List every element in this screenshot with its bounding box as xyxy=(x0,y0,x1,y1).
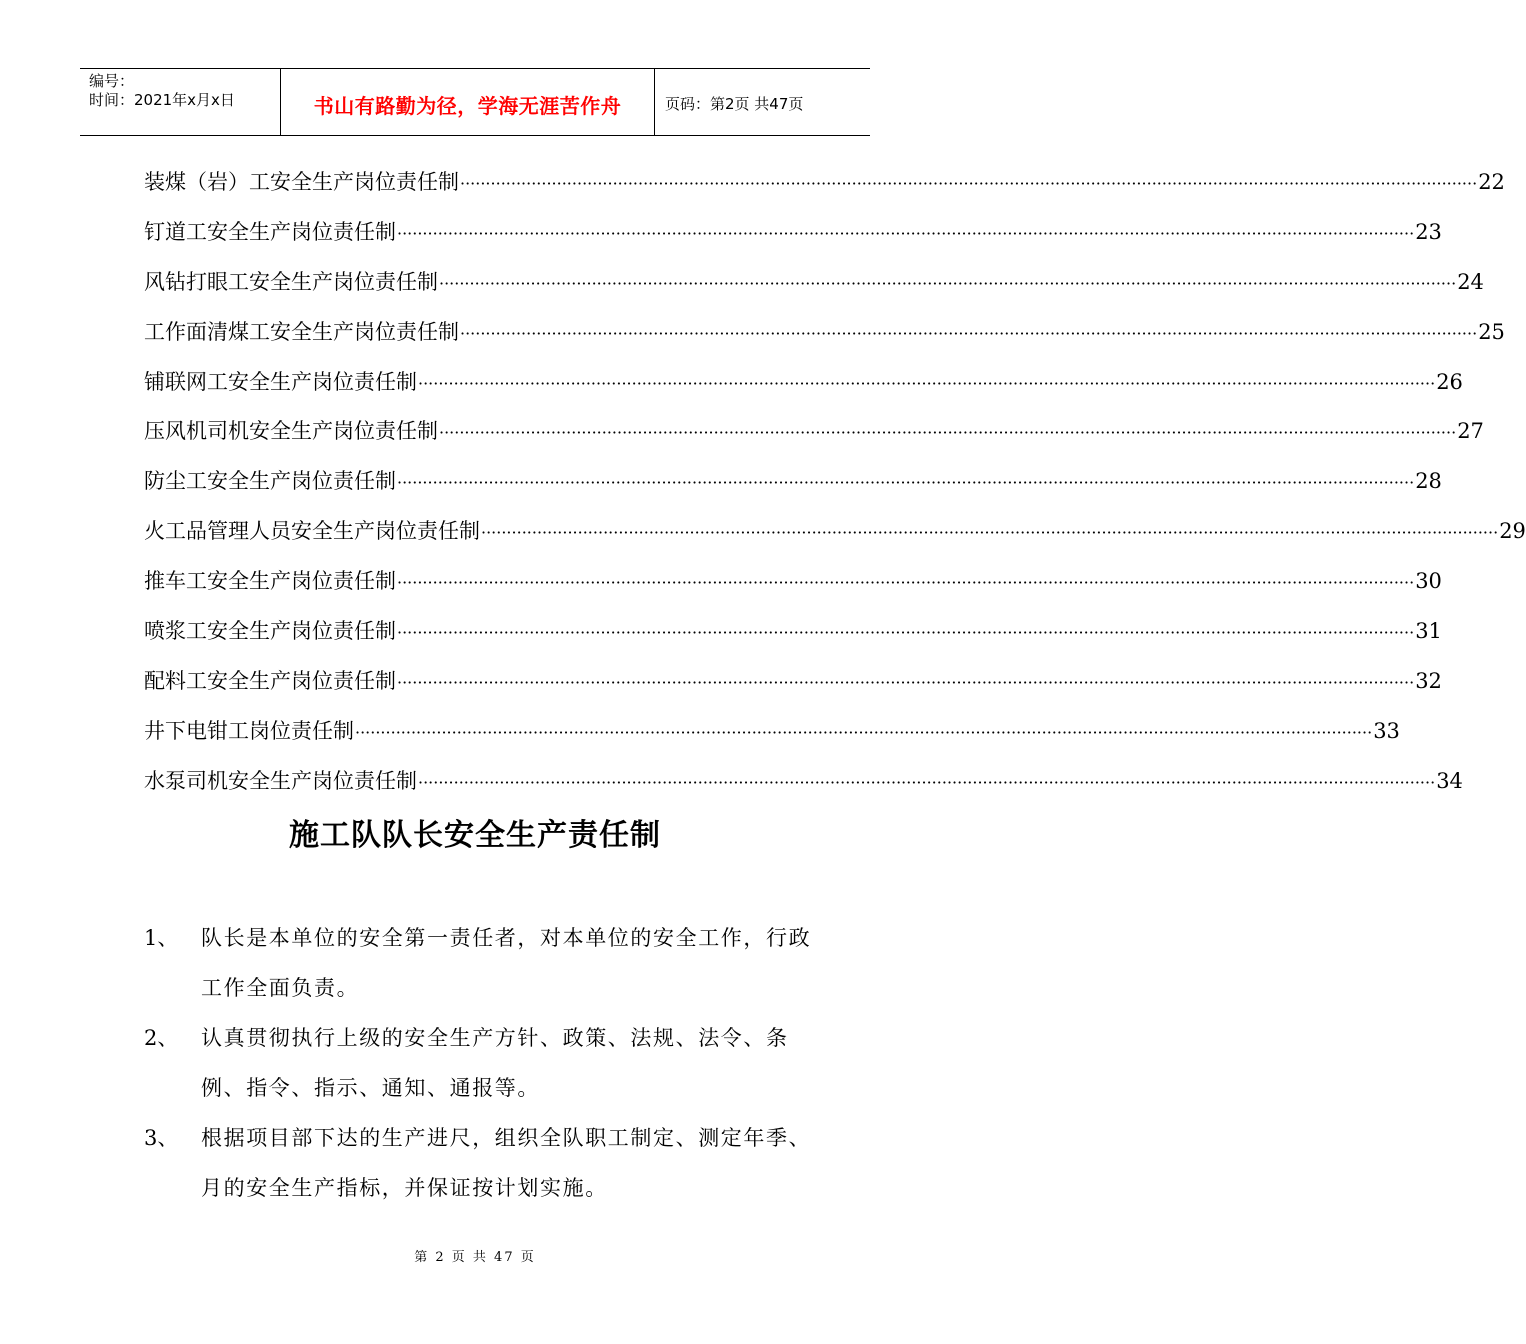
toc-entry xyxy=(144,615,1442,665)
toc-entry-label: 铺联网工安全生产岗位责任制 xyxy=(144,369,417,394)
toc-leader-dots: ········································································································································································································ xyxy=(397,672,1415,692)
toc-entry xyxy=(144,665,1442,715)
toc-leader-dots: ········································································································································································································ xyxy=(439,423,1457,443)
page-footer: 第 2 页 共 47 页 xyxy=(414,1250,536,1265)
toc-entry xyxy=(144,266,1484,316)
toc-entry xyxy=(144,715,1400,765)
toc-leader-dots: ········································································································································································································ xyxy=(418,772,1436,792)
toc-entry-label: 装煤（岩）工安全生产岗位责任制 xyxy=(144,170,459,194)
toc-entry-label: 喷浆工安全生产岗位责任制 xyxy=(144,619,396,644)
document-date: 时间：2021年x月x日 xyxy=(89,91,235,109)
table-of-contents xyxy=(144,166,1526,815)
list-item xyxy=(144,1113,814,1213)
toc-entry-label: 火工品管理人员安全生产岗位责任制 xyxy=(144,519,480,544)
toc-leader-dots: ········································································································································································································ xyxy=(397,223,1415,243)
toc-entry-page: 30 xyxy=(1415,569,1442,594)
section-title: 施工队队长安全生产责任制 xyxy=(289,818,661,853)
toc-entry-label: 推车工安全生产岗位责任制 xyxy=(144,569,396,594)
toc-leader-dots: ········································································································································································································ xyxy=(481,523,1499,543)
toc-leader-dots: ········································································································································································································ xyxy=(418,373,1436,393)
toc-entry xyxy=(144,415,1484,465)
toc-leader-dots: ········································································································································································································ xyxy=(397,623,1415,643)
toc-leader-dots: ········································································································································································································ xyxy=(397,573,1415,593)
toc-entry xyxy=(144,765,1463,815)
toc-leader-dots: ········································································································································································································ xyxy=(439,273,1457,293)
toc-entry-page: 24 xyxy=(1457,269,1484,294)
toc-entry xyxy=(144,316,1505,366)
toc-entry-page: 26 xyxy=(1436,369,1463,394)
list-item xyxy=(144,1013,814,1113)
toc-entry-page: 23 xyxy=(1415,219,1442,244)
toc-leader-dots: ········································································································································································································ xyxy=(460,323,1478,343)
toc-entry xyxy=(144,366,1463,416)
toc-leader-dots: ········································································································································································································ xyxy=(355,722,1373,742)
toc-entry-page: 25 xyxy=(1478,319,1505,344)
toc-entry-label: 钉道工安全生产岗位责任制 xyxy=(144,219,396,244)
toc-entry-page: 29 xyxy=(1499,519,1526,544)
toc-entry-label: 防尘工安全生产岗位责任制 xyxy=(144,469,396,494)
list-item-number: 2、 xyxy=(144,1026,179,1050)
responsibility-list xyxy=(144,913,814,1213)
page-header xyxy=(80,68,870,136)
document-number-label: 编号： xyxy=(89,72,135,90)
list-item-number: 3、 xyxy=(144,1126,179,1150)
list-item-text: 认真贯彻执行上级的安全生产方针、政策、法规、法令、条例、指令、指示、通知、通报等。 xyxy=(201,1026,789,1100)
list-item-text: 队长是本单位的安全第一责任者，对本单位的安全工作，行政工作全面负责。 xyxy=(201,926,812,1000)
toc-entry xyxy=(144,166,1505,216)
toc-entry-page: 34 xyxy=(1436,768,1463,793)
header-meta xyxy=(80,69,281,135)
toc-entry-label: 水泵司机安全生产岗位责任制 xyxy=(144,768,417,793)
toc-entry-label: 配料工安全生产岗位责任制 xyxy=(144,668,396,693)
toc-entry xyxy=(144,515,1526,565)
toc-entry-page: 28 xyxy=(1415,469,1442,494)
list-item xyxy=(144,913,814,1013)
toc-entry xyxy=(144,565,1442,615)
list-item-number: 1、 xyxy=(144,926,179,950)
toc-entry xyxy=(144,465,1442,515)
toc-leader-dots: ········································································································································································································ xyxy=(460,174,1478,193)
toc-entry-label: 风钻打眼工安全生产岗位责任制 xyxy=(144,269,438,294)
toc-entry-label: 工作面清煤工安全生产岗位责任制 xyxy=(144,319,459,344)
toc-entry xyxy=(144,216,1442,266)
toc-entry-page: 27 xyxy=(1457,419,1484,444)
header-motto: 书山有路勤为径，学海无涯苦作舟 xyxy=(281,69,655,135)
list-item-text: 根据项目部下达的生产进尺，组织全队职工制定、测定年季、月的安全生产指标，并保证按计划实施。 xyxy=(201,1126,812,1200)
toc-entry-page: 32 xyxy=(1415,668,1442,693)
header-page-info: 页码：第2页 共47页 xyxy=(665,94,804,113)
toc-entry-page: 22 xyxy=(1478,170,1505,194)
toc-entry-label: 压风机司机安全生产岗位责任制 xyxy=(144,419,438,444)
toc-leader-dots: ········································································································································································································ xyxy=(397,473,1415,493)
toc-entry-page: 33 xyxy=(1373,718,1400,743)
toc-entry-page: 31 xyxy=(1415,619,1442,644)
toc-entry-label: 井下电钳工岗位责任制 xyxy=(144,718,354,743)
